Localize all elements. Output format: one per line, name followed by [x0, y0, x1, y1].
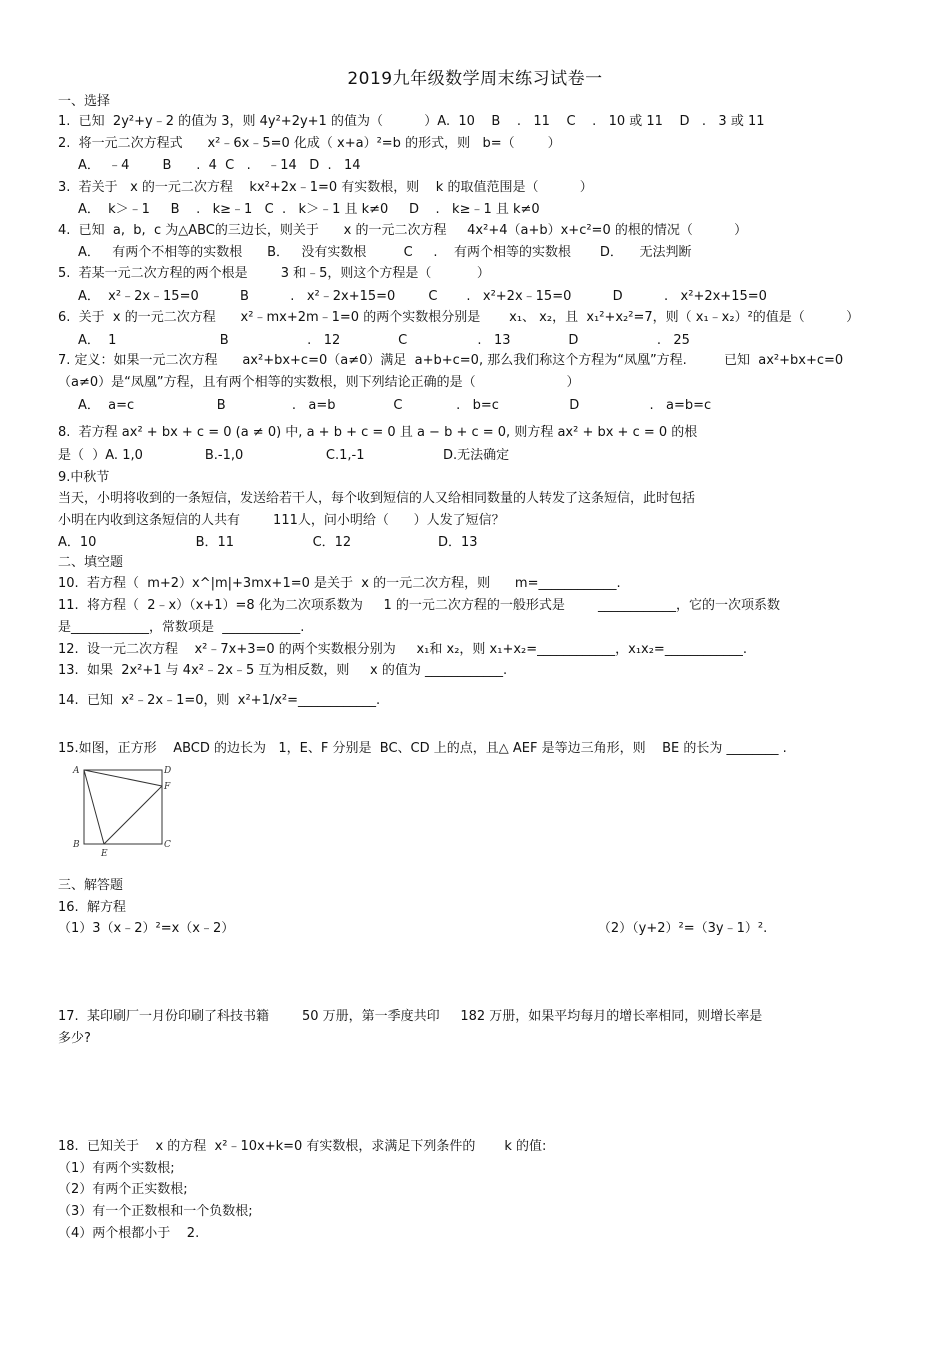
text-line: 二、填空题 [58, 555, 124, 570]
square-figure [70, 762, 180, 858]
text-line: 8. 若方程 ax² + bx + c = 0 (a ≠ 0) 中, a + b + c = 0 且 a − b + c = 0, 则方程 ax² + bx + c = 0 的根 [58, 425, 698, 440]
text-line: 10. 若方程（ m+2）x^|m|+3mx+1=0 是关于 x 的一元二次方程，则 m=____________. [58, 576, 621, 591]
text-line: A． x²﹣2x﹣15=0 B . x²﹣2x+15=0 C . x²+2x﹣15=0 D . x²+2x+15=0 [78, 289, 767, 304]
text-line: 13. 如果 2x²+1 与 4x²﹣2x﹣5 互为相反数，则 x 的值为 ____________. [58, 663, 508, 678]
text-line: （3）有一个正数根和一个负数根; [58, 1204, 253, 1219]
text-line: 1. 已知 2y²+y﹣2 的值为 3，则 4y²+2y+1 的值为（ ）A. 10 B . 11 C . 10 或 11 D . 3 或 11 [58, 114, 765, 129]
text-line: （a≠0）是“凤凰”方程，且有两个相等的实数根，则下列结论正确的是（ ） [58, 375, 580, 390]
text-line: 多少? [58, 1031, 91, 1046]
text-line: 2. 将一元二次方程式 x²﹣6x﹣5=0 化成（ x+a）²=b 的形式，则 b=（ ） [58, 136, 561, 151]
text-line: 一、选择 [58, 94, 111, 109]
text-line: （1）3（x﹣2）²=x（x﹣2） （2）（y+2）²=（3y﹣1）². [58, 921, 768, 936]
text-line: 三、解答题 [58, 878, 124, 893]
text-line: A． ﹣4 B . 4 C . ﹣14 D . 14 [78, 158, 361, 173]
text-line: 7. 定义：如果一元二次方程 ax²+bx+c=0（a≠0）满足 a+b+c=0, 那么我们称这个方程为“凤凰”方程. 已知 ax²+bx+c=0 [58, 353, 844, 368]
text-line: 5. 若某一元二次方程的两个根是 3 和﹣5，则这个方程是（ ） [58, 266, 490, 281]
text-line: 当天，小明将收到的一条短信，发送给若干人，每个收到短信的人又给相同数量的人转发了这条短信，此时包括 [58, 491, 696, 506]
text-line: 16. 解方程 [58, 900, 126, 915]
segment-ef [104, 786, 162, 844]
text-line: 15.如图，正方形 ABCD 的边长为 1，E、F 分别是 BC、CD 上的点，且△ AEF 是等边三角形，则 BE 的长为 ________ . [58, 741, 787, 756]
square-abcd [84, 770, 162, 844]
label-d: D [164, 766, 172, 776]
text-line: 小明在内收到这条短信的人共有 111人，问小明给（ ）人发了短信？ [58, 513, 505, 528]
text-line: A． 有两个不相等的实数根 B． 没有实数根 C . 有两个相等的实数根 D． 无法判断 [78, 245, 692, 260]
text-line: 9.中秋节 [58, 470, 110, 485]
text-line: 3. 若关于 x 的一元二次方程 kx²+2x﹣1=0 有实数根，则 k 的取值范围是（ ） [58, 180, 593, 195]
text-line: 11. 将方程（ 2﹣x）（x+1）=8 化为二次项系数为 1 的一元二次方程的一般形式是 ____________，它的一次项系数 [58, 598, 780, 613]
label-b: B [73, 840, 80, 850]
text-line: A．10 B．11 C．12 D．13 [58, 535, 478, 550]
label-c: C [164, 840, 171, 850]
text-line: （2）有两个正实数根; [58, 1182, 188, 1197]
text-line: 12. 设一元二次方程 x²﹣7x+3=0 的两个实数根分别为 x₁和 x₂，则 x₁+x₂=____________，x₁x₂=____________. [58, 642, 747, 657]
text-line: 17. 某印刷厂一月份印刷了科技书籍 50 万册，第一季度共印 182 万册，如果平均每月的增长率相同，则增长率是 [58, 1009, 763, 1024]
text-line: A． a=c B . a=b C . b=c D . a=b=c [78, 398, 712, 413]
text-line: 6. 关于 x 的一元二次方程 x²﹣mx+2m﹣1=0 的两个实数根分别是 x₁、 x₂，且 x₁²+x₂²=7，则（ x₁﹣x₂）²的值是（ ） [58, 310, 860, 325]
text-line: A． 1 B . 12 C . 13 D . 25 [78, 333, 690, 348]
label-e: E [101, 849, 108, 858]
text-line: A． k＞﹣1 B . k≥﹣1 C . k＞﹣1 且 k≠0 D . k≥﹣1 且 k≠0 [78, 202, 540, 217]
text-line: 是____________，常数项是 ____________. [58, 620, 305, 635]
segment-af [84, 770, 162, 786]
label-a: A [73, 766, 80, 776]
text-line: 是（ ）A. 1,0 B.-1,0 C.1,-1 D.无法确定 [58, 448, 510, 463]
text-line: 4. 已知 a, b, c 为△ABC的三边长，则关于 x 的一元二次方程 4x²+4（a+b）x+c²=0 的根的情况（ ） [58, 223, 748, 238]
text-line: （4）两个根都小于 2. [58, 1226, 200, 1241]
page-title: 2019九年级数学周末练习试卷一 [347, 69, 603, 89]
text-line: （1）有两个实数根; [58, 1161, 175, 1176]
label-f: F [164, 782, 171, 792]
segment-ae [84, 770, 104, 844]
text-line: 14. 已知 x²﹣2x﹣1=0，则 x²+1/x²=____________. [58, 693, 381, 708]
text-line: 18. 已知关于 x 的方程 x²﹣10x+k=0 有实数根，求满足下列条件的 k 的值: [58, 1139, 547, 1154]
